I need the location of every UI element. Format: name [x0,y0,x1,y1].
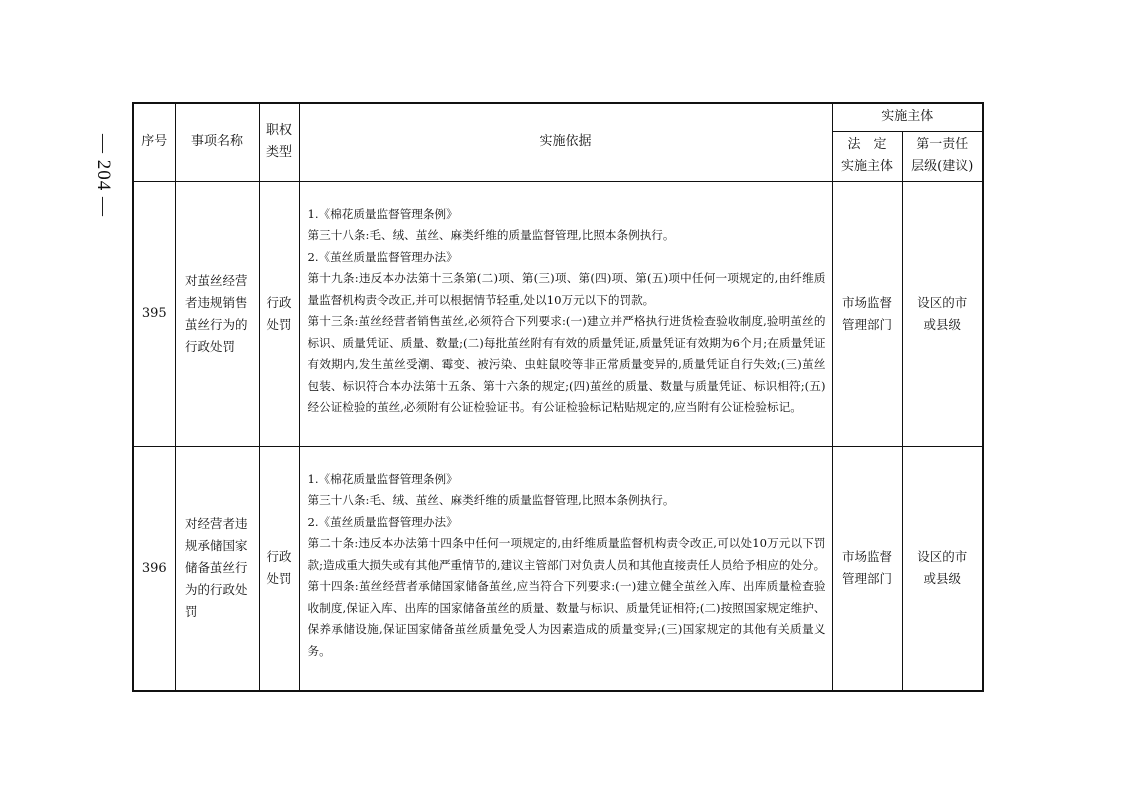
row-item-name-text: 对经营者违规承储国家储备茧丝行为的行政处罚 [185,516,248,620]
header-first-level [902,131,983,181]
row-item-name [175,181,259,446]
basis-line: 第三十八条:毛、绒、茧丝、麻类纤维的质量监督管理,比照本条例执行。 [307,493,675,507]
basis-line: 2.《茧丝质量监督管理办法》 [307,514,458,529]
header-subject-group: 实施主体 [832,103,983,131]
row-first-level [902,181,983,446]
administrative-matters-table [132,102,984,692]
basis-line: 1.《棉花质量监督管理条例》 [307,471,458,486]
table-row [133,181,983,446]
header-type [259,103,299,181]
header-legal-subject-label: 法 定 实施主体 [840,137,893,174]
header-name: 事项名称 [175,103,259,181]
page-number: — 204 — [93,133,114,217]
row-legal-subject [832,446,902,691]
header-legal-subject [832,131,902,181]
row-basis [299,181,832,446]
row-number: 396 [133,446,175,691]
row-number: 395 [133,181,175,446]
row-power-type-text: 行政处罚 [266,549,292,587]
row-power-type [259,446,299,691]
row-first-level-text: 设区的市或县级 [917,294,968,332]
row-basis [299,446,832,691]
basis-line: 第十三条:茧丝经营者销售茧丝,必须符合下列要求:(一)建立并严格执行进货检查验收制度,验明茧丝的标识、质量凭证、质量、数量;(二)每批茧丝附有有效的质量凭证,质量凭证有效期为6个月;在质量凭证有效期内,发生茧丝受潮、霉变、被污染、虫蛀鼠咬等非正常质量变异的,质量凭证自行失效;(三)茧丝包装、标识符合本办法第十五条、第十六条的规定;(四)茧丝的质量、数量与质量凭证、标识相符;(五)经公证检验的茧丝,必须附有公证检验证书。有公证检验标记粘贴规定的,应当附有公证检验标记。 [307,314,826,414]
row-first-level [902,446,983,691]
row-first-level-text: 设区的市或县级 [917,549,968,587]
basis-line: 第十四条:茧丝经营者承储国家储备茧丝,应当符合下列要求:(一)建立健全茧丝入库、出库质量检查验收制度,保证入库、出库的国家储备茧丝的质量、数量与标识、质量凭证相符;(二)按照国家规定维护、保养承储设施,保证国家储备茧丝质量免受人为因素造成的质量变异;(三)国家规定的其他有关质量义务。 [307,579,826,658]
basis-line: 第十九条:违反本办法第十三条第(二)项、第(三)项、第(四)项、第(五)项中任何一项规定的,由纤维质量监督机构责令改正,并可以根据情节轻重,处以10万元以下的罚款。 [307,271,826,307]
row-power-type [259,181,299,446]
row-item-name [175,446,259,691]
basis-line: 2.《茧丝质量监督管理办法》 [307,249,458,264]
row-legal-subject [832,181,902,446]
row-legal-subject-text: 市场监督管理部门 [841,294,892,332]
header-first-level-label: 第一责任 层级(建议) [911,137,974,174]
row-item-name-text: 对茧丝经营者违规销售茧丝行为的行政处罚 [185,272,248,354]
row-legal-subject-text: 市场监督管理部门 [841,549,892,587]
header-basis: 实施依据 [299,103,832,181]
header-seq: 序号 [133,103,175,181]
basis-line: 第二十条:违反本办法第十四条中任何一项规定的,由纤维质量监督机构责令改正,可以处10万元以下罚款;造成重大损失或有其他严重情节的,建议主管部门对负责人员和其他直接责任人员给予相应的处分。 [307,536,826,572]
row-power-type-text: 行政处罚 [266,294,292,332]
table-row [133,446,983,691]
basis-line: 第三十八条:毛、绒、茧丝、麻类纤维的质量监督管理,比照本条例执行。 [307,228,675,242]
basis-line: 1.《棉花质量监督管理条例》 [307,206,458,221]
header-type-label: 职权类型 [265,123,292,161]
